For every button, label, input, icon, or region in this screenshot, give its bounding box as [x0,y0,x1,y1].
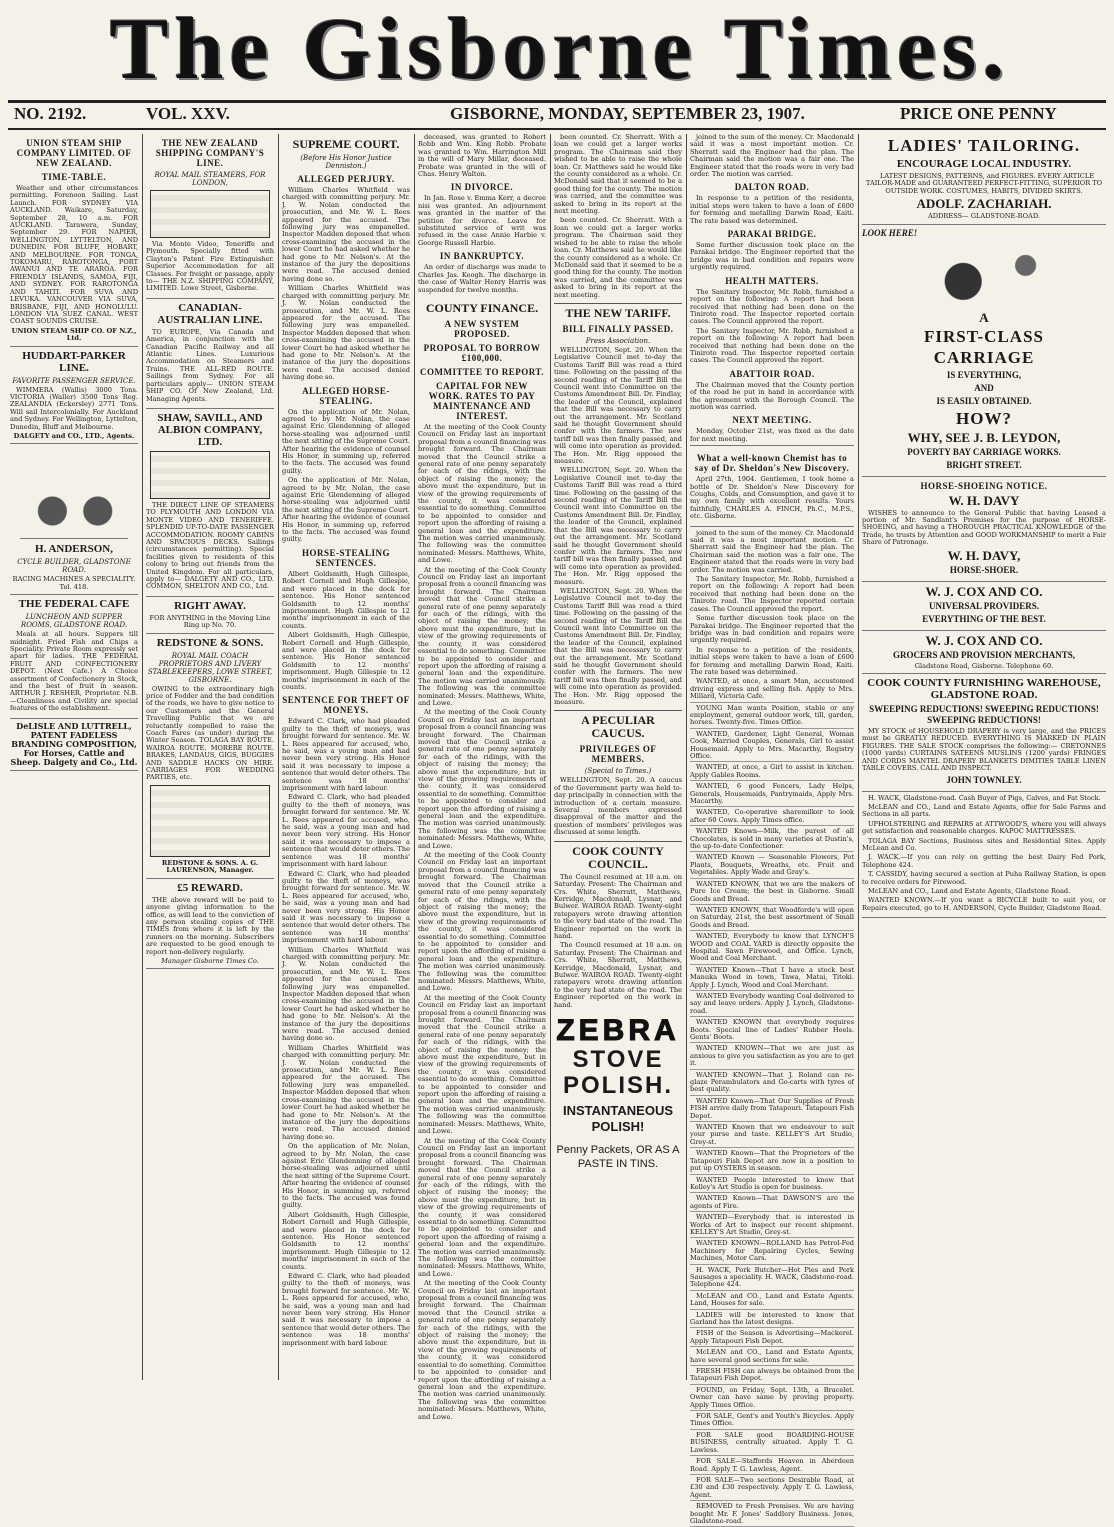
tariff-sub: BILL FINALLY PASSED. [562,323,674,334]
classified-ad: YOUNG Man wants Position, stable or any employment, general outdoor work, till, garden, horses. Twenty-five. Times Office. [690,705,854,729]
right-away-ad [146,600,274,634]
carriage-line-4: IS EVERYTHING, [946,369,1022,380]
county-body: At the meeting of the Cook County Council on Friday last an important proposal from a council financing was brought forward. The Chairman moved that the Council strike a general rate of one penny separately for each of the ridings, with the object of raising the money; the above must the expenditure, but in view of the growing requirements of the county, it was considered essential to do something. Committee to be appointed to consider and report upon the affording of raising a general loan and the expenditure. The motion was carried unanimously. The following was the committee nominated: Messrs. Matthews, White, and Lowe. [418,851,546,993]
sentences-body: Albert Goldsmith, Hugh Gillespie, Robert Cornell and Hugh Gillespie, and were placed in the dock for sentence. His Honor sentenced Goldsmith to 12 months' imprisonment. Hugh Gillespie to 12 months' imprisonment in each of the counts. [282,569,410,630]
issue-price: PRICE ONE PENNY [900,104,1057,123]
redstone-body: OWING to the extraordinary high price of Fodder and the bad condition of the roads, we have to give notice to our Customers and the General Travelling Public that we are reluctantly compelled to raise the Coach Fares (as under) during the Winter Season. TOLAGA BAY ROUTE. WAIROA ROUTE. MORERE ROUTE. BRAKES, LANDAUS, GIGS, BUGGIES AND SADDLE HACKS ON HIRE. CARRIAGES FOR WEDDING PARTIES, etc. [146,684,274,782]
cox-name: W. J. COX AND CO. [925,632,1043,648]
anderson-title: H. ANDERSON, [35,543,113,556]
mclean-ad: McLEAN and CO., Land and Estate Agents, offer for Sale Farms and Sections in all parts. [862,802,1106,819]
classified-ad: REMOVED to Fresh Premises. We are having bought Mr. F. Jones' Saddlery Business. Jones, Gladstone-road. [690,1503,854,1527]
classified-ad: WANTED Known that we endeavour to suit your purse and taste. KELLEY'S Art Studio, Grey-st. [690,1124,854,1148]
shaw-savill-ad [146,412,274,597]
cox-sub: UNIVERSAL PROVIDERS. [928,600,1040,611]
classified-ad: WANTED Everybody wanting Coal delivered to say and leave orders. Apply J. Lynch, Gladstone-road. [690,993,854,1017]
carriage-line-3: CARRIAGE [933,347,1035,367]
tariff-body: WELLINGTON, Sept. 20. When the Legislative Council met to-day the Customs Tariff Bill was read a third time. Following on the passing of the second reading of the Tariff Bill the Council went into Committee on the Customs Amendment Bill. Dr. Findlay, the leader of the Council, explained that the Bill was necessary to carry out the arrangement. Mr. Scotland said he thought Government should confer with the farmers. The new tariff bill was then finally passed, and will come into operation as provided. The Hon. Mr. Rigg opposed the measure. [554,466,682,586]
classified-ad: WANTED, 6 good Fencers, Lady Helps, Generals, Housemaids, Pantrymaids, Apply Mrs. Macarthy. [690,783,854,807]
federal-cafe-ad [10,598,138,718]
classified-ad: WANTED KNOWN—That we are just as anxious to give you satisfaction as you are to get it. [690,1045,854,1069]
shipping-sub: ROYAL MAIL STEAMERS, FOR LONDON, [154,171,266,187]
fares-table [150,785,270,857]
county-body: At the meeting of the Cook County Council on Friday last an important proposal from a council financing was brought forward. The Chairman moved that the Council strike a general rate of one penny separately for each of the ridings, with the object of raising the money; the above must the expenditure, but in view of the growing requirements of the county, it was considered essential to do something. Committee to be appointed to consider and report upon the affording of raising a general loan and the expenditure. The motion was carried unanimously. The following was the committee nominated: Messrs. Matthews, White, and Lowe. [418,993,546,1136]
right-away-body: FOR ANYTHING in the Moving Line Ring up No. 70. [149,613,271,630]
column-8 [862,134,1106,1380]
leydon-name: WHY, SEE J. B. LEYDON, [907,429,1061,445]
county-sub-3: COMMITTEE TO REPORT. [420,366,544,377]
column-6 [690,133,854,1525]
reward-notice [146,882,274,970]
carriage-line-6: IS EASILY OBTAINED. [936,395,1032,406]
column-divider [686,134,687,1380]
perjury-body: William Charles Whitfield was charged with committing perjury. Mr. J. W. Nolan conducted the prosecution, and Mr. W. L. Rees appeared for the accused. The following jury was empanelled. Inspector Madden deposed that when cross-examining the accused in the lower Court he had asked whether he had gone to Mr. Nelson's. At the instance of the jury the depositions were read. The accused denied having done so. [282,186,410,283]
dateline-rule [8,128,1106,130]
parakai-heading: PARAKAI BRIDGE. [727,229,817,240]
union-footer: UNION STEAM SHIP CO. OF N.Z., Ltd. [11,326,137,343]
divorce-body: In Jan. Rose v. Emma Kerr, a decree nisi was granted. An adjournment was granted in the matter of the petition for divorce. Leave for substituted service of writ was refused in the case Annie Harbie v. George Russell Harbie. [418,194,546,247]
perjury-heading: ALLEGED PERJURY. [297,174,395,184]
shipping-body: Via Monte Video, Teneriffe and Plymouth. Specially fitted with Clayton's Patent Fire Extinguisher. Superior Accommodation for all Classes. For freight or passage, apply to— THE N.Z. SHIPPING COMPANY, LIMITED. Lowe Street, Gisborne. [146,240,274,293]
abattoir-heading: ABATTOIR ROAD. [729,368,815,379]
zachariah-name: ADOLF. ZACHARIAH. [916,196,1052,212]
sailing-table [150,190,270,238]
parakai-body: Some further discussion took place on the Parakai bridge. The Engineer reported that the bridge was in bad condition and repairs were urgently required. [690,241,854,272]
cook-council-heading: COOK COUNTY COUNCIL. [554,841,682,871]
classified-ad: McLEAN and CO., Land and Estate Agents, have several good sections for sale. [690,1349,854,1366]
classified-ad: FOR SALE, Gent's and Youth's Bicycles. Apply Times Office. [690,1413,854,1430]
caucus-body: WELLINGTON, Sept. 20. A caucus of the Government party was held to-day principally in connection with the introduction of a certain measure. Several members expressed disapproval of the matter and the question of members' privileges was discussed at some length. [554,776,682,837]
cassidy-ad: T. CASSIDY, having secured a section at Puha Railway Station, is open to receive orders for Firewood. [862,870,1106,886]
timetable-heading: TIME-TABLE. [41,172,107,182]
tariff-body: WELLINGTON, Sept. 20. When the Legislative Council met to-day the Customs Tariff Bill was read a third time. Following on the passing of the second reading of the Tariff Bill the Council went into Committee on the Customs Amendment Bill. Dr. Findlay, the leader of the Council, explained that the Bill was necessary to carry out the arrangement. Mr. Scotland said he thought Government should confer with the farmers. The new tariff bill was then finally passed, and will come into operation as provided. The Hon. Mr. Rigg opposed the measure. [554,345,682,466]
classified-ad: WANTED Known—That DAWSON'S are the agents of Fire. [690,1195,854,1212]
masthead-rule [8,100,1106,103]
carriage-line-5: AND [974,382,994,393]
council-cont-body: joined to the sum of the money. Cr. Macdonald said it was a most important motion. Cr. Sherratt said the Engineer had the plan. The Chairman said the motion was a fair one. The Engineer stated that the roads were in very bad order. The motion was carried. [690,528,854,574]
classified-ad: WANTED, Everybody to know that LYNCH'S WOOD and COAL YARD is directly opposite the Hospital. Sawn Firewood, and Office. Lynch, Wood and Coal Merchant. [690,933,854,965]
huddart-footer: DALGETY and CO., LTD., Agents. [13,431,135,440]
zebra-tagline: INSTANTANEOUS POLISH! [562,1103,674,1134]
classified-ad: WANTED, Gardener, Light General, Woman Cook, Married Couples, Generals, Girl to assist Housemaid. Apply to Mrs. Macarthy, Registry Office. [690,731,854,763]
column-5 [554,134,682,1380]
county-body: At the meeting of the Cook County Council on Friday last an important proposal from a council financing was brought forward. The Chairman moved that the Council strike a general rate of one penny separately for each of the ridings, with the object of raising the money; the above must the expenditure, but in view of the growing requirements of the county, it was considered essential to do something. Committee to be appointed to consider and report upon the affording of raising a general loan and the expenditure. The motion was carried unanimously. The following was the committee nominated: Messrs. Matthews, White, and Lowe. [418,1279,546,1421]
sentences-body: Albert Goldsmith, Hugh Gillespie, Robert Cornell and Hugh Gillespie, and were placed in the dock for sentence. His Honor sentenced Goldsmith to 12 months' imprisonment. Hugh Gillespie to 12 months' imprisonment in each of the counts. [282,631,410,691]
reward-footer: Manager Gisborne Times Co. [161,956,259,965]
ladies-sub: ENCOURAGE LOCAL INDUSTRY. [896,158,1072,170]
huddart-title: HUDDART-PARKER LINE. [22,349,126,374]
classified-ad: WANTED KNOWN—ROLLAND has Petrol-Fed Machinery for Repairing Cycles, Sewing Machines, Motor Cars. [690,1240,854,1264]
carriage-line-2: FIRST-CLASS [924,326,1044,346]
health-body: The Sanitary Inspector, Mr. Robb, furnished a report on the following: A report had been received that nothing had been done on the Tiniroto road. The Inspector reported certain cases. The Council approved the report. [690,287,854,326]
county-sub-1: A NEW SYSTEM PROPOSED. [444,318,520,339]
tariff-body: WELLINGTON, Sept. 20. When the Legislative Council met to-day the Customs Tariff Bill was read a third time. Following on the passing of the second reading of the Tariff Bill the Council went into Committee on the Customs Amendment Bill. Dr. Findlay, the leader of the Council, explained that the Bill was necessary to carry out the arrangement. Mr. Scotland said he thought Government should confer with the farmers. The new tariff bill was then finally passed, and will come into operation as provided. The Hon. Mr. Rigg opposed the measure. [554,586,682,707]
cox-name: W. J. COX AND CO. [925,583,1043,599]
federal-title: THE FEDERAL CAFE [18,598,130,611]
federal-sub: LUNCHEON AND SUPPER ROOMS, GLADSTONE ROAD. [20,613,128,630]
theft-body: Edward C. Clark, who had pleaded guilty to the theft of moneys, was brought forward for sentence. Mr. W. L. Rees appeared for accused, who, he said, was a young man and had never been very strong. His Honor said it was necessary to impose a sentence that would deter others. The sentence was 18 months' imprisonment with hard labour. [282,793,410,869]
sentences-body: Albert Goldsmith, Hugh Gillespie, Robert Cornell and Hugh Gillespie, and were placed in the dock for sentence. His Honor sentenced Goldsmith to 12 months' imprisonment. Hugh Gillespie to 12 months' imprisonment in each of the counts. [282,1210,410,1271]
zebra-polish-ad [554,1015,682,1171]
horse-notice: HORSE-SHOEING NOTICE. [920,480,1048,491]
dateline [10,104,1104,126]
small-ads [862,795,1106,919]
union-title: UNION STEAM SHIP COMPANY LIMITED. OF NEW ZEALAND. [16,138,132,168]
redstone-title: REDSTONE & SONS. [156,636,264,649]
upholstering-ad: UPHOLSTERING and REPAIRS at ATTWOOD'S, where you will always get satisfaction and reasonable charges. KAPOC MATTRESSES. [862,819,1106,836]
sheldon-heading: What a well-known Chemist has to say of Dr. Sheldon's New Discovery. [694,453,850,474]
sweeping-reductions: SWEEPING REDUCTIONS! SWEEPING REDUCTIONS! SWEEPING REDUCTIONS! [869,704,1099,726]
theft-heading: SENTENCE FOR THEFT OF MONEYS. [282,695,410,716]
timetable-body: Weather and other circumstances permitting. Forenoon Sailing. Last Launch. FOR SYDNEY VIA AUCKLAND. Waikare, Saturday, September 28, 10 a.m. FOR AUCKLAND. Tarawera, Sunday, September 29. FOR NAPIER, WELLINGTON, LYTTELTON, AND DUNEDIN. FOR BLUFF, HOBART, AND MELBOURNE. FOR TONGA, TOKOMARU, RAROTONGA, PORT AWANUI AND TE ARAROA. FOR FRIENDLY ISLANDS, SAMOA, FIJI, AND SYDNEY. FOR RAROTONGA AND TAHITI. FOR SUVA AND LEVUKA. VANCOUVER VIA SUVA, BRISBANE, FIJI, AND HONOLULU. LONDON VIA SUEZ CANAL. WEST COAST SOUNDS CRUISE. [10,184,138,326]
huddart-parker-ad [10,350,138,445]
theft-body: Edward C. Clark, who had pleaded guilty to the theft of moneys, was brought forward for sentence. Mr. W. L. Rees appeared for accused, who, he said, was a young man and had never been very strong. His Honor said it was necessary to impose a sentence that would deter others. The sentence was 18 months' imprisonment with hard labour. [282,717,410,793]
leydon-street: BRIGHT STREET. [946,459,1022,470]
classified-ad: WANTED Known—That Our Supplies of Fresh FISH arrive daily from Tatapouri. Tatapouri Fish Depot. [690,1098,854,1122]
huddart-body: WIMMERA (Wallis) 3000 Tons. VICTORIA (Waller) 3500 Tons Reg. ZEALANDIA (Eckersley) 2771 Tons. Will sail Intercolonially. For Auckland and Sydney. For Wellington, Lyttelton, Dunedin, Bluff and Melbourne. [10,385,138,431]
horse-stealing-body: On the application of Mr. Nolan, agreed to by Mr. Nolan, the case against Eric Glendenning of alleged horse-stealing was adjourned until the next sitting of the Supreme Court. After hearing the evidence of counsel His Honor, in summing up, referred to the facts. The accused was found guilty. [282,1142,410,1210]
abattoir-body: The Chairman moved that the County portion of the road be put in hand in accordance with the agreement with the Borough Council. The motion was carried. [690,380,854,411]
theft-body: Edward C. Clark, who had pleaded guilty to the theft of moneys, was brought forward for sentence. Mr. W. L. Rees appeared for accused, who, he said, was a young man and had never been very strong. His Honor said it was necessary to impose a sentence that would deter others. The sentence was 18 months' imprisonment with hard labour. [282,869,410,945]
cox-universal-ad [862,585,1106,631]
anderson-cycle-ad [10,448,138,595]
wack-pork-ad: J. WACK.—If you can rely on getting the best Dairy Fed Pork, Telephone 424. [862,853,1106,869]
wack-ad: H. WACK, Gladstone-road. Cash Buyer of Pigs, Calves, and Fat Stock. [868,793,1101,802]
caucus-heading: A PECULIAR CAUCUS. [554,710,682,740]
leydon-carriage-ad [862,228,1106,477]
delisle-ad [10,722,138,771]
zachariah-address: ADDRESS— GLADSTONE-ROAD. [928,212,1040,221]
redstone-ad [146,637,274,879]
sentences-heading: HORSE-STEALING SENTENCES. [301,547,391,568]
canadian-body: TO EUROPE, Via Canada and America, in conjunction with the Canadian Pacific Railway and all Atlantic Lines. Luxurious Accommodation on Steamers and Trains. THE ALL-RED ROUTE. Sailings from Sydney. For all particulars apply— UNION STEAM SHIP CO. Of New Zealand, Ltd. Managing Agents. [146,327,274,403]
council-body: been counted. Cr. Sherratt. With a loan we could get a larger works program. The Chairman said they wished to be able to raise the whole loan. Cr. Matthews said he would like the county considered as a whole. Cr. McDonald said that it seemed to be a good thing for the county. The motion was carried, and the committee was asked to bring in its report at the next meeting. [554,133,682,216]
carriage-line-1: A [979,309,989,325]
column-divider [278,134,279,1380]
next-meeting-heading: NEXT MEETING. [732,415,812,426]
dalton-body: In response to a petition of the residents, initial steps were taken to have a loan of £600 for forming and metalling Darwin Road, Kaiti. The rate based was determined. [690,645,854,676]
bicycle-illustration [20,448,128,539]
leydon-works: POVERTY BAY CARRIAGE WORKS. [907,446,1061,457]
redstone-footer: REDSTONE & SONS. A. G. LAURENSON, Manager. [161,858,259,875]
cox-body: EVERYTHING OF THE BEST. [922,613,1046,624]
furnishing-title: COOK COUNTY FURNISHING WAREHOUSE, GLADSTONE ROAD. [867,677,1101,702]
cook-council-body: The Council resumed at 10 a.m. on Saturday. Present: The Chairman and Crs. White, Sherratt, Matthews, Kerridge, Macdonald, Lysnar, and Bulwer. WAIROA ROAD. Twenty-eight ratepayers wrote drawing attention to the very bad state of the road. The Engineer reported on the work in hand. [554,872,682,940]
sailing-table [150,451,270,499]
classified-ad: WANTED Known—That the Proprietors of the Tatapouri Fish Depot are now in a position to put up OYSTERS in season. [690,1150,854,1174]
canadian-title: CANADIAN-AUSTRALIAN LINE. [157,301,263,326]
supreme-court-sub: (Before His Honor Justice Denniston.) [300,154,392,170]
classified-ad: WANTED, Co-operative sharemilker to look after 60 Cows. Apply Times office. [690,809,854,826]
cox-grocers-body: Gladstone Road, Gisborne. Telephone 60. [914,661,1054,670]
column-2 [146,134,274,1380]
council-cont-body: joined to the sum of the money. Cr. Macdonald said it was a most important motion. Cr. Sherratt said the Engineer had the plan. The Chairman said the motion was a fair one. The Engineer stated that the roads were in very bad order. The motion was carried. [690,133,854,179]
probate-body: deceased, was granted to Robert Robb and Wm. King Robb. Probate was granted to Wm. Harrington Mill in the will of Mary Millar, deceased. Probate was granted in the will of Chas. Henry Walton. [418,133,546,179]
classified-ad: FOR SALE—Staffords Heaven in Aberdeen Road. Apply T. G. Lawless, Agent. [690,1458,854,1475]
tariff-heading: THE NEW TARIFF. [554,303,682,320]
column-3 [282,134,410,1380]
stock-body: MY STOCK of HOUSEHOLD DRAPERY is very large, and the PRICES must be GREATLY REDUCED. EVERYTHING IS MARKED IN PLAIN FIGURES. THE SALE STOCK comprises the following:— CRETONNES (1000 yards) CURTAINS SATEENS MUSLINS (1200 yards) FRINGES AND CORDS MANTEL DRAPERY BLANKETS DIMITIES TABLE LINEN TABLE COVERS. CALL AND INSPECT. [862,727,1106,773]
county-body: At the meeting of the Cook County Council on Friday last an important proposal from a council financing was brought forward. The Chairman moved that the Council strike a general rate of one penny separately for each of the ridings, with the object of raising the money; the above must the expenditure, but in view of the growing requirements of the county, it was considered essential to do something. Committee to be appointed to consider and report upon the affording of raising a general loan and the expenditure. The motion was carried unanimously. The following was the committee nominated: Messrs. Matthews, White, and Lowe. [418,422,546,565]
delisle-text: DeLISLE AND LUTTRELL, PATENT FADELESS BRANDING COMPOSITION, For Horses, Cattle and Sheep. Dalgety and Co., Ltd. [10,720,138,767]
classified-ad: WANTED, at once, a Girl to assist in kitchen. Apply Gables Rooms. [690,764,854,781]
parakai-body: Some further discussion took place on the Parakai bridge. The Engineer reported that the bridge was in bad condition and repairs were urgently required. [690,614,854,645]
classified-ad: McLEAN and CO., Land and Estate Agents. Land, Houses for sale. [690,1293,854,1310]
divorce-heading: IN DIVORCE. [450,182,514,193]
classified-ad: FOR SALE good BOARDING-HOUSE BUSINESS, centrally situated. Apply T. G. Lawless. [690,1432,854,1456]
classified-ad: FISH of the Season is Advertising—Mackerel. Apply Tatapouri Fish Depot. [690,1330,854,1347]
supreme-court-heading: SUPREME COURT. [292,137,400,151]
perjury-body: William Charles Whitfield was charged with committing perjury. Mr. J. W. Nolan conducted the prosecution, and Mr. W. L. Rees appeared for the accused. The following jury was empanelled. Inspector Madden deposed that when cross-examining the accused in the lower Court he had asked whether he had gone to Mr. Nelson's. At the instance of the jury the depositions were read. The accused denied having done so. [282,945,410,1043]
perjury-body: William Charles Whitfield was charged with committing perjury. Mr. J. W. Nolan conducted the prosecution, and Mr. W. L. Rees appeared for the accused. The following jury was empanelled. Inspector Madden deposed that when cross-examining the accused in the lower Court he had asked whether he had gone to Mr. Nelson's. At the instance of the jury the depositions were read. The accused denied having done so. [282,284,410,382]
theft-body: Edward C. Clark, who had pleaded guilty to the theft of moneys, was brought forward for sentence. Mr. W. L. Rees appeared for accused, who, he said, was a young man and had never been very strong. His Honor said it was necessary to impose a sentence that would deter others. The sentence was 18 months' imprisonment with hard labour. [282,1272,410,1347]
masthead-title: The Gisborne Times. [109,1,1011,98]
caucus-assoc: (Special to Times.) [584,767,652,776]
townley-name: JOHN TOWNLEY. [946,774,1022,785]
davy-body: WISHES to announce to the General Public that having Leased a portion of Mr. Sandlant's Premises for the purpose of HORSE-SHOEING, and having a THOROUGH PRACTICAL KNOWLEDGE of the Trade, he trusts by Attention and GOOD WORKMANSHIP to merit a Fair Share of Patronage. [862,508,1106,547]
horse-stealing-body: On the application of Mr. Nolan, agreed to by Mr. Nolan, the case against Eric Glendenning of alleged horse-stealing was adjourned until the next sitting of the Supreme Court. After hearing the evidence of counsel His Honor, in summing up, referred to the facts. The accused was found guilty. [282,407,410,475]
bankruptcy-body: An order of discharge was made to Charles Jas. Keogh. The discharge in the case of Walter Henry Harris was suspended for twelve months. [418,263,546,294]
look-here-label: LOOK HERE! [862,227,918,238]
redstone-sub: ROYAL MAIL COACH PROPRIETORS AND LIVERY STABLEKEEPERS, LOWE STREET, GISBORNE. [147,651,273,684]
dalton-body: In response to a petition of the residents, initial steps were taken to have a loan of £600 for forming and metalling Darwin Road, Kaiti. The rate based was determined. [690,194,854,225]
classified-ad: WANTED KNOWN, that we are the makers of Pure Ice Cream; the best in Gisborne. Small Goods and Bread. [690,881,854,905]
next-meeting-body: Monday, October 21st, was fixed as the date for next meeting. [690,427,854,443]
tolaga-ad: TOLAGA BAY Sections, Business sites and Residential Sites. Apply McLean and Co. [862,836,1106,852]
classified-ad: WANTED People interested to know that Kelley's Art Studio is open for business. [690,1177,854,1194]
classified-ad: WANTED—Everybody that is interested in Works of Art to inspect our recent shipment. KELLEY'S Art Studio, Grey-st. [690,1214,854,1238]
bankruptcy-heading: IN BANKRUPTCY. [439,251,525,262]
davy-sub: HORSE-SHOER. [949,564,1019,575]
reward-title: £5 REWARD. [177,881,243,894]
column-divider [858,134,859,1380]
sheldon-body: April 27th, 1904. Gentlemen, I took home a bottle of Dr. Sheldon's New Discovery for Coughs, Colds, and Consumption, and gave it to my own family with excellent results. Yours faithfully, CHARLES A. FINCH, Ph.C., M.P.S., etc. Gisborne. [690,475,854,521]
column-divider [142,134,143,1380]
classified-ad: H. WACK, Pork Butcher—Hot Pies and Pork Sausages a speciality. H. WACK, Gladstone-road. Telephone 424. [690,1267,854,1291]
cox-grocers-sub: GROCERS AND PROVISION MERCHANTS, [892,649,1076,660]
anderson-sub: CYCLE BUILDER, GLADSTONE ROAD. [17,558,131,575]
reward-body: THE above reward will be paid to anyone giving information to the office, as will lead to the conviction of any person stealing copies of THE TIMES from where it is left by the runners on the morning. Subscribers are requested to be good enough to report non-delivery regularly. [146,895,274,956]
issue-date: GISBORNE, MONDAY, SEPTEMBER 23, 1907. [450,104,805,123]
classified-ad: WANTED KNOWN, that Woodforde's will open on Saturday, 21st, the best assortment of Small Goods and Bread. [690,907,854,931]
zebra-packaging: Penny Packets, OR AS A PASTE IN TINS. [556,1144,680,1170]
wanted-known-ad: WANTED KNOWN.—If you want a BICYCLE built to suit you, or Repairs executed, go to H. ANDERSON, Cycle Builder, Gladstone Road. [862,896,1106,912]
cox-grocers-ad [862,634,1106,674]
classified-ad: FOUND, on Friday, Sept. 13th, a Bracelet. Owner can have same by proving property. Apply Times Office. [690,1387,854,1411]
horse-stealing-heading: ALLEGED HORSE-STEALING. [302,385,390,406]
classified-ad: WANTED, at once, a smart Man, accustomed driving express and selling fish. Apply to Mrs. Millard, Victoria Cafe. [690,678,854,702]
davy-signature: W. H. DAVY, [947,547,1021,563]
union-steamship-ad [10,138,138,347]
issue-number: NO. 2192. [14,104,87,123]
classified-ad: LADIES will be interested to know that Garland has the latest designs. [690,1312,854,1329]
volume-number: VOL. XXV. [146,104,230,123]
canadian-australian-ad [146,302,274,409]
county-sub-4: CAPITAL FOR NEW WORK. RATES TO PAY MAINTENANCE AND INTEREST. [428,380,536,421]
county-body: At the meeting of the Cook County Council on Friday last an important proposal from a council financing was brought forward. The Chairman moved that the Council strike a general rate of one penny separately for each of the ridings, with the object of raising the money; the above must the expenditure, but in view of the growing requirements of the county, it was considered essential to do something. Committee to be appointed to consider and report upon the affording of raising a general loan and the expenditure. The motion was carried unanimously. The following was the committee nominated: Messrs. Matthews, White, and Lowe. [418,565,546,707]
column-4 [418,133,546,1421]
zebra-brand: ZEBRA [556,1014,680,1047]
shaw-title: SHAW, SAVILL, AND ALBION COMPANY, LTD. [157,411,263,448]
health-body: The Sanitary Inspector, Mr. Robb, furnished a report on the following: A report had been received that nothing had been done on the Tiniroto road. The Inspector reported certain cases. The Council approved the report. [690,326,854,365]
anderson-body: RACING MACHINES A SPECIALITY. Tel. 418. [12,575,136,591]
health-heading: HEALTH MATTERS. [725,275,819,286]
horse-stealing-body: On the application of Mr. Nolan, agreed to by Mr. Nolan, the case against Eric Glendenning of alleged horse-stealing was adjourned until the next sitting of the Supreme Court. After hearing the evidence of counsel His Honor, in summing up, referred to the facts. The accused was found guilty. [282,476,410,544]
ladies-tailoring-ad [862,137,1106,225]
classified-ad: WANTED Known — Seasonable Flowers, Pot Plants, Bouquets, Wreaths, etc. Fruit and Vegetables. Apply Wade and Gray's. [690,854,854,878]
davy-horseshoe-ad [862,481,1106,582]
ladies-title: LADIES' TAILORING. [887,136,1081,155]
classified-ad: WANTED KNOWN—That J. Roland can re-glaze Perambulators and Go-carts with tyres of best quality. [690,1072,854,1096]
county-body: At the meeting of the Cook County Council on Friday last an important proposal from a council financing was brought forward. The Chairman moved that the Council strike a general rate of one penny separately for each of the ridings, with the object of raising the money; the above must the expenditure, but in view of the growing requirements of the county, it was considered essential to do something. Committee to be appointed to consider and report upon the affording of raising a general loan and the expenditure. The motion was carried unanimously. The following was the committee nominated: Messrs. Matthews, White, and Lowe. [418,708,546,850]
county-sub-2: PROPOSAL TO BORROW £100,000. [423,342,541,363]
shaw-body: THE DIRECT LINE OF STEAMERS TO PLYMOUTH AND LONDON VIA MONTE VIDEO AND TENERIFFE. SPLENDID UP-TO-DATE PASSENGER ACCOMMODATION. ROOMY CABINS AND SPACIOUS DECKS. Sailings (circumstances permitting). Special facilities given to residents of this colony to bring out friends from the United Kingdom. For all particulars, apply to— DALGETY AND CO., LTD. COMMON, SHELTON AND CO., Ltd. [146,500,274,591]
right-away-title: RIGHT AWAY. [174,599,246,612]
furnishing-warehouse-ad [862,677,1106,791]
tariff-assoc: Press Association. [585,336,651,345]
perjury-body: William Charles Whitfield was charged with committing perjury. Mr. J. W. Nolan conducted the prosecution, and Mr. W. L. Rees appeared for the accused. The following jury was empanelled. Inspector Madden deposed that when cross-examining the accused in the lower Court he had asked whether he had gone to Mr. Nelson's. At the instance of the jury the depositions were read. The accused denied having done so. [282,1043,410,1141]
classified-ad: WANTED Known—Milk, the purest of all Chocolates, is sold in many varieties at Dustin's, the up-to-date Confectioner. [690,828,854,852]
sheldon-ad [690,445,854,526]
zebra-product: STOVE POLISH. [562,1046,673,1099]
carriage-how: HOW? [956,408,1012,428]
shipping-title: THE NEW ZEALAND SHIPPING COMPANY'S LINE. [155,138,265,168]
classified-ad: WANTED Known—That I have a stock best Manuka Wood in town, Tawa, Matai, Titoki. Apply J. Lynch, Wood and Coal Merchant. [690,967,854,991]
health-body: The Sanitary Inspector, Mr. Robb, furnished a report on the following: A report had been received that nothing had been done on the Tiniroto road. The Inspector reported certain cases. The Council approved the report. [690,575,854,613]
council-body: been counted. Cr. Sherratt. With a loan we could get a larger works program. The Chairman said they wished to be able to raise the whole loan. Cr. Matthews said he would like the county considered as a whole. Cr. McDonald said that it seemed to be a good thing for the county. The motion was carried, and the committee was asked to bring in its report at the next meeting. [554,216,682,299]
federal-body: Meals at all hours. Suppers till midnight. Fried Fish and Chips a Speciality. Private Room expressly set apart for ladies. THE FEDERAL FRUIT AND CONFECTIONERY DEPOT. (Next Cafe.) A Choice assortment of Confectionery in Stock, and the best of fruit in season. ARTHUR J. RESHER, Proprietor. N.B.—Cleanliness and Civility are special features of the establishment. [10,630,138,713]
dalton-heading: DALTON ROAD. [734,182,810,193]
mclean-2-ad: McLEAN and CO., Land and Estate Agents, Gladstone Road. [868,886,1071,895]
huddart-sub: FAVORITE PASSENGER SERVICE. [12,376,136,385]
davy-name: W. H. DAVY [948,492,1020,508]
classified-ad: WANTED KNOWN that everybody requires Boots. Special line of Ladies' Rubber Heels. Gents' Boots. [690,1019,854,1043]
caucus-sub: PRIVILEGES OF MEMBERS. [579,744,657,765]
nz-shipping-ad [146,138,274,299]
ladies-body: LATEST DESIGNS, PATTERNS, and FIGURES. EVERY ARTICLE TAILOR-MADE and GUARANTEED PERFECT-FITTING, SUPERIOR TO OUTSIDE WORK. COSTUMES, HABITS, DIVIDED SKIRTS. [865,172,1103,195]
column-divider [550,134,551,1380]
cook-council-body: The Council resumed at 10 a.m. on Saturday. Present: The Chairman and Crs. White, Sherratt, Matthews, Kerridge, Macdonald, Lysnar, and Bulwer. WAIROA ROAD. Twenty-eight ratepayers wrote drawing attention to the very bad state of the road. The Engineer reported on the work in hand. [554,941,682,1009]
column-1 [10,134,138,1380]
county-finance-heading: COUNTY FINANCE. [425,300,539,315]
classified-ad: FRESH FISH can always be obtained from the Tatapouri Fish Depot. [690,1368,854,1385]
classified-ad: FOR SALE—Two sections Desirable Road, at £30 and £30 respectively. Apply T. G. Lawless, Agent. [690,1477,854,1501]
carriage-illustration [880,243,1088,307]
column-divider [414,134,415,1380]
county-body: At the meeting of the Cook County Council on Friday last an important proposal from a council financing was brought forward. The Chairman moved that the Council strike a general rate of one penny separately for each of the ridings, with the object of raising the money; the above must the expenditure, but in view of the growing requirements of the county, it was considered essential to do something. Committee to be appointed to consider and report upon the affording of raising a general loan and the expenditure. The motion was carried unanimously. The following was the committee nominated: Messrs. Matthews, White, and Lowe. [418,1136,546,1278]
